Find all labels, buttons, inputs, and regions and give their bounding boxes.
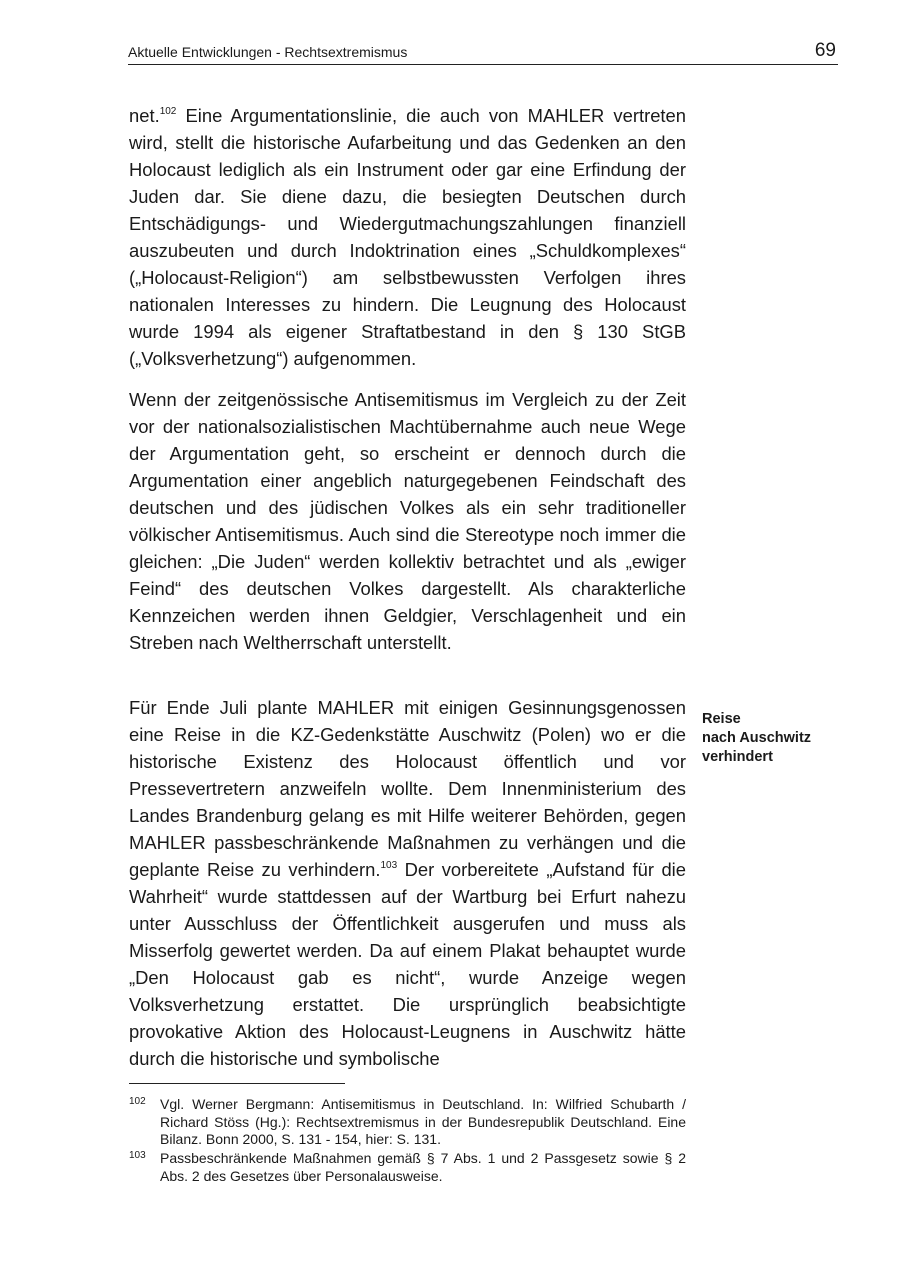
paragraph-1-start: net. xyxy=(129,105,160,126)
paragraph-1-rest: Eine Argumentationslinie, die auch von MAHLER vertreten wird, stellt die historische Aufarbeitung und das Gedenken an den Holocaust lediglich als ein Instrument oder gar eine Erfindung der Juden dar. Sie diene dazu, die besiegten Deutschen durch Entschädigungs- und Wiedergutmachungszahlungen finanziell auszubeuten und durch Indoktrination eines „Schuldkomplexes“ („Holocaust-Religion“) am selbstbewussten Verfolgen ihres nationalen Interesses zu hindern. Die Leugnung des Holocaust wurde 1994 als eigener Straftatbestand in den § 130 StGB („Volksverhetzung“) aufgenommen. xyxy=(129,105,686,369)
footnote-102 xyxy=(129,1096,686,1149)
paragraph-3-start: Für Ende Juli plante MAHLER mit einigen Gesinnungsgenossen eine Reise in die KZ-Gedenkstätte Auschwitz (Polen) wo er die historische Existenz des Holocaust öffentlich und vor Pressevertretern anzweifeln wollte. Dem Innenministerium des Landes Brandenburg gelang es mit Hilfe weiterer Behörden, gegen MAHLER passbeschränkende Maßnahmen zu verhängen und die geplante Reise zu verhindern. xyxy=(129,697,686,880)
marginal-note-line-1: Reise xyxy=(702,711,741,727)
paragraph-3-rest: Der vorbereitete „Aufstand für die Wahrheit“ wurde stattdessen auf der Wartburg bei Erfurt nahezu unter Ausschluss der Öffentlichkeit ausgerufen und muss als Misserfolg gewertet werden. Da auf einem Plakat behauptet wurde „Den Holocaust gab es nicht“, wurde Anzeige wegen Volksverhetzung erstattet. Die ursprünglich beabsichtigte provokative Aktion des Holocaust-Leugnens in Auschwitz hätte durch die historische und symbolische xyxy=(129,859,686,1069)
footnote-divider xyxy=(129,1083,345,1084)
marginal-note-line-3: verhindert xyxy=(702,749,773,765)
running-title: Aktuelle Entwicklungen - Rechtsextremismus xyxy=(128,44,408,60)
footnote-103 xyxy=(129,1150,686,1185)
footnote-ref-102[interactable]: 102 xyxy=(159,106,177,117)
marginal-note xyxy=(702,710,852,767)
footnote-text: Passbeschränkende Maßnahmen gemäß § 7 Abs. 1 und 2 Passgesetz sowie § 2 Abs. 2 des Gesetzes über Personalausweise. xyxy=(160,1150,686,1184)
footnote-number: 102 xyxy=(129,1096,146,1107)
paragraph-1 xyxy=(129,102,686,372)
footnote-text: Vgl. Werner Bergmann: Antisemitismus in Deutschland. In: Wilfried Schubarth / Richard Stöss (Hg.): Rechtsextremismus in der Bundesrepublik Deutschland. Eine Bilanz. Bonn 2000, S. 131 - 154, hier: S. 131. xyxy=(160,1096,686,1147)
page-header xyxy=(128,40,838,65)
paragraph-3 xyxy=(129,694,686,1072)
footnote-ref-103[interactable]: 103 xyxy=(380,860,398,871)
page-number: 69 xyxy=(814,40,836,61)
footnote-number: 103 xyxy=(129,1150,146,1161)
paragraph-2: Wenn der zeitgenössische Antisemitismus im Vergleich zu der Zeit vor der nationalsozialistischen Machtübernahme auch neue Wege der Argumentation geht, so erscheint er dennoch durch die Argumentation einer angeblich naturgegebenen Feindschaft des deutschen und des jüdischen Volkes als ein sehr traditioneller völkischer Antisemitismus. Auch sind die Stereotype noch immer die gleichen: „Die Juden“ werden kollektiv betrachtet und als „ewiger Feind“ des deutschen Volkes dargestellt. Als charakterliche Kennzeichen werden ihnen Geldgier, Verschlagenheit und ein Streben nach Weltherrschaft unterstellt. xyxy=(129,389,686,653)
marginal-note-line-2: nach Auschwitz xyxy=(702,730,812,746)
